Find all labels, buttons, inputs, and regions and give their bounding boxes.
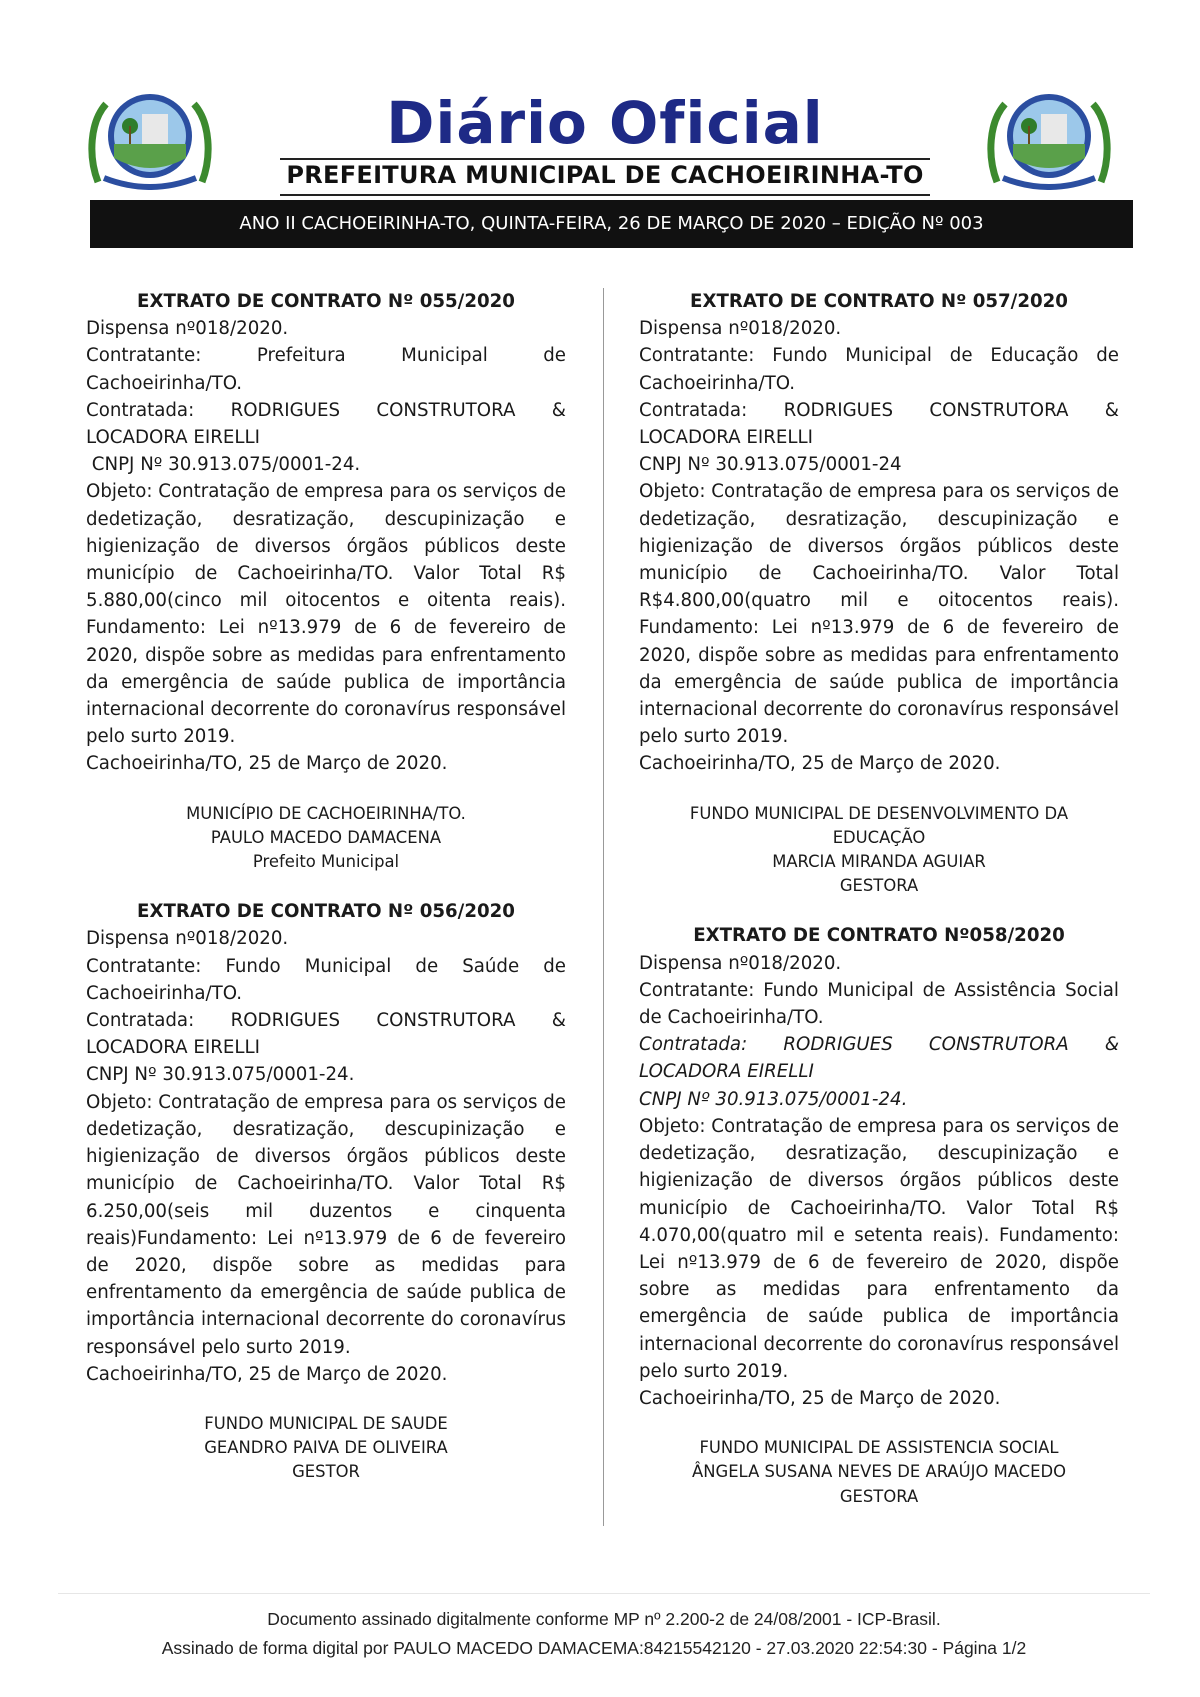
column-divider — [603, 288, 604, 1526]
dispensa: Dispensa nº018/2020. — [639, 952, 842, 974]
contratante-text-cont: Cachoeirinha/TO. — [639, 372, 796, 394]
contratante-text-cont: Cachoeirinha/TO. — [86, 982, 243, 1004]
contratante — [639, 342, 1119, 396]
contratante-text: Contratante: Fundo Municipal de Saúde de — [86, 955, 566, 977]
signature-block — [639, 802, 1119, 899]
dispensa: Dispensa nº018/2020. — [639, 318, 842, 340]
objeto: Objeto: Contratação de empresa para os serviços de dedetização, desratização, descupinização e higienização de diversos órgãos públicos deste município de Cachoeirinha/TO. Valor Total R$ 6.250,00(seis mil duzentos e cinquenta reais)Fundamento: Lei nº13.979 de 6 de fevereiro de 2020, dispõe sobre as medidas para enfrentamento da emergência de saúde publica de importância internacional decorrente do coronavírus responsável pelo surto 2019. — [86, 1091, 566, 1358]
contratada — [639, 1031, 1119, 1085]
cnpj: CNPJ Nº 30.913.075/0001-24. — [86, 454, 361, 476]
contract-date: Cachoeirinha/TO, 25 de Março de 2020. — [86, 1363, 448, 1385]
contratada-text: Contratada: RODRIGUES CONSTRUTORA & — [86, 1010, 566, 1032]
signature-notice: Documento assinado digitalmente conforme MP nº 2.200-2 de 24/08/2001 - ICP-Brasil. — [267, 1609, 941, 1629]
signature-role: GESTORA — [839, 1486, 919, 1506]
contratada-text-cont: LOCADORA EIRELLI — [639, 427, 813, 449]
signature-block — [86, 1412, 566, 1485]
contract-date: Cachoeirinha/TO, 25 de Março de 2020. — [639, 753, 1001, 775]
contract-extract — [639, 288, 1119, 898]
contract-extract — [86, 898, 566, 1484]
spacer — [86, 874, 566, 898]
contratante — [639, 977, 1119, 1031]
coat-of-arms-icon — [84, 86, 216, 190]
dispensa: Dispensa nº018/2020. — [86, 928, 289, 950]
objeto: Objeto: Contratação de empresa para os serviços de dedetização, desratização, descupinização e higienização de diversos órgãos públicos deste município de Cachoeirinha/TO. Valor Total R$4.800,00(quatro mil e oitocentos reais). Fundamento: Lei nº13.979 de 6 de fevereiro de 2020, dispõe sobre as medidas para enfrentamento da emergência de saúde publica de importância internacional decorrente do coronavírus responsável pelo surto 2019. — [639, 481, 1119, 748]
contratante — [86, 953, 566, 1007]
contratada — [86, 397, 566, 451]
subtitle-rule — [280, 194, 930, 196]
contract-heading: EXTRATO DE CONTRATO Nº058/2020 — [693, 925, 1065, 947]
contratante-text-cont: de Cachoeirinha/TO. — [639, 1007, 824, 1029]
contract-heading: EXTRATO DE CONTRATO Nº 057/2020 — [690, 291, 1068, 312]
page-subtitle: PREFEITURA MUNICIPAL DE CACHOEIRINHA-TO — [286, 161, 924, 189]
contratante-text: Contratante: Fundo Municipal de Educação de — [639, 345, 1119, 367]
signature-name: GEANDRO PAIVA DE OLIVEIRA — [204, 1438, 448, 1458]
contratada-text: Contratada: RODRIGUES CONSTRUTORA & — [86, 399, 566, 421]
signature-entity: MUNICÍPIO DE CACHOEIRINHA/TO. — [186, 803, 466, 823]
contratada — [639, 397, 1119, 451]
objeto: Objeto: Contratação de empresa para os serviços de dedetização, desratização, descupinização e higienização de diversos órgãos públicos deste município de Cachoeirinha/TO. Valor Total R$ 4.070,00(quatro mil e setenta reais). Fundamento: Lei nº13.979 de 6 de fevereiro de 2020, dispõe sobre as medidas para enfrentamento da emergência de saúde publica de importância internacional decorrente do coronavírus responsável pelo surto 2019. — [639, 1115, 1119, 1382]
contratante-text: Contratante: Prefeitura Municipal de — [86, 345, 566, 367]
contratada-text-cont: LOCADORA EIRELLI — [639, 1061, 814, 1083]
contract-date: Cachoeirinha/TO, 25 de Março de 2020. — [639, 1387, 1001, 1409]
coat-of-arms-icon — [983, 86, 1115, 190]
signature-name: ÂNGELA SUSANA NEVES DE ARAÚJO MACEDO — [692, 1462, 1066, 1482]
signature-entity-cont: EDUCAÇÃO — [832, 827, 926, 847]
contratada-text: Contratada: RODRIGUES CONSTRUTORA & — [639, 399, 1119, 421]
signature-role: GESTOR — [292, 1462, 360, 1482]
page-title: Diário Oficial — [386, 89, 824, 157]
spacer — [639, 898, 1119, 922]
contratada-text-cont: LOCADORA EIRELLI — [86, 1037, 260, 1059]
signature-role: Prefeito Municipal — [252, 852, 400, 872]
contratada-text-cont: LOCADORA EIRELLI — [86, 427, 260, 449]
signature-entity: FUNDO MUNICIPAL DE DESENVOLVIMENTO DA — [689, 803, 1069, 823]
dispensa: Dispensa nº018/2020. — [86, 318, 289, 340]
contratada — [86, 1007, 566, 1061]
objeto: Objeto: Contratação de empresa para os serviços de dedetização, desratização, descupinização e higienização de diversos órgãos públicos deste município de Cachoeirinha/TO. Valor Total R$ 5.880,00(cinco mil oitocentos e oitenta reais). Fundamento: Lei nº13.979 de 6 de fevereiro de 2020, dispõe sobre as medidas para enfrentamento da emergência de saúde publica de importância internacional decorrente do coronavírus responsável pelo surto 2019. — [86, 481, 566, 748]
contract-extract — [86, 288, 566, 874]
contract-heading: EXTRATO DE CONTRATO Nº 055/2020 — [137, 291, 515, 312]
contratante-text-cont: Cachoeirinha/TO. — [86, 372, 243, 394]
contratada-text: Contratada: RODRIGUES CONSTRUTORA & — [639, 1034, 1119, 1056]
signature-block — [639, 1436, 1119, 1509]
digital-signature-info: Assinado de forma digital por PAULO MACEDO DAMACEMA:84215542120 - 27.03.2020 22:54:30 - Página 1/2 — [161, 1638, 1027, 1658]
signature-role: GESTORA — [839, 876, 919, 896]
edition-bar: ANO II CACHOEIRINHA-TO, QUINTA-FEIRA, 26 DE MARÇO DE 2020 – EDIÇÃO Nº 003 — [90, 200, 1133, 248]
cnpj: CNPJ Nº 30.913.075/0001-24 — [639, 454, 902, 476]
cnpj: CNPJ Nº 30.913.075/0001-24. — [639, 1088, 908, 1110]
cnpj: CNPJ Nº 30.913.075/0001-24. — [86, 1064, 355, 1086]
signature-block — [86, 802, 566, 875]
masthead — [280, 89, 930, 196]
signature-entity: FUNDO MUNICIPAL DE SAUDE — [204, 1413, 448, 1433]
left-column — [86, 288, 566, 1485]
contract-extract — [639, 922, 1119, 1508]
signature-entity: FUNDO MUNICIPAL DE ASSISTENCIA SOCIAL — [699, 1438, 1059, 1458]
right-column — [639, 288, 1119, 1509]
footer-rule — [58, 1593, 1150, 1594]
contratante — [86, 342, 566, 396]
contract-heading: EXTRATO DE CONTRATO Nº 056/2020 — [137, 901, 515, 923]
signature-name: MARCIA MIRANDA AGUIAR — [772, 852, 986, 872]
contratante-text: Contratante: Fundo Municipal de Assistência Social — [639, 979, 1119, 1001]
contract-date: Cachoeirinha/TO, 25 de Março de 2020. — [86, 753, 448, 775]
signature-name: PAULO MACEDO DAMACENA — [210, 827, 442, 847]
